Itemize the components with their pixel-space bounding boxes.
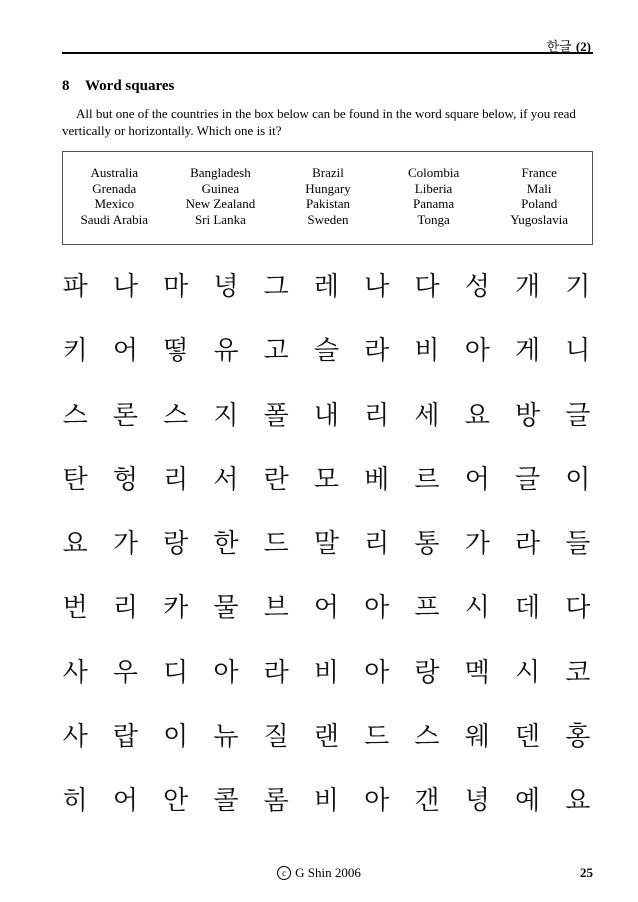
grid-row (50, 584, 603, 648)
copyright-text: G Shin 2006 (295, 865, 361, 880)
grid-cell: 모 (313, 464, 340, 495)
grid-cell: 랍 (112, 722, 138, 753)
country-name: France (521, 165, 557, 180)
country-name: Pakistan (305, 196, 351, 211)
grid-cell: 라 (364, 336, 390, 367)
word-square-grid (50, 263, 603, 842)
grid-cell: 뉴 (213, 722, 239, 753)
header-title (547, 36, 591, 55)
grid-cell: 물 (213, 593, 239, 624)
grid-cell: 나 (364, 272, 390, 302)
grid-cell: 글 (514, 464, 541, 495)
section-heading (62, 78, 174, 95)
grid-cell: 통 (414, 529, 440, 560)
country-name: Bangladesh (190, 165, 251, 180)
grid-cell: 웨 (464, 722, 490, 753)
grid-cell: 떻 (163, 336, 189, 367)
grid-cell: 번 (62, 593, 88, 624)
grid-row (50, 392, 603, 456)
section-title: Word squares (85, 78, 175, 94)
grid-cell: 가 (464, 529, 490, 560)
grid-cell: 성 (464, 272, 490, 302)
grid-cell: 이 (565, 464, 591, 495)
grid-cell: 아 (213, 657, 239, 688)
grid-cell: 게 (514, 336, 541, 367)
grid-cell: 녕 (213, 272, 239, 302)
grid-cell: 어 (112, 786, 138, 817)
grid-cell: 녕 (464, 786, 490, 817)
country-column (63, 165, 166, 244)
country-name: Mali (526, 180, 552, 196)
grid-cell: 아 (364, 593, 390, 624)
country-column (166, 165, 276, 244)
grid-cell: 폴 (263, 400, 289, 431)
grid-cell: 아 (464, 336, 490, 367)
grid-cell: 콜 (213, 786, 239, 817)
grid-cell: 론 (112, 400, 138, 431)
grid-cell: 다 (565, 593, 591, 624)
grid-cell: 슬 (313, 336, 340, 367)
grid-cell: 라 (263, 657, 289, 688)
grid-cell: 우 (112, 657, 138, 688)
country-name: Saudi Arabia (80, 211, 149, 227)
country-name: Panama (413, 196, 455, 211)
grid-cell: 헝 (112, 464, 138, 495)
grid-row (50, 520, 603, 584)
grid-cell: 멕 (464, 657, 490, 688)
grid-cell: 요 (565, 786, 591, 817)
country-name: Sweden (307, 211, 349, 227)
grid-cell: 안 (163, 786, 189, 817)
grid-cell: 고 (263, 336, 289, 367)
grid-cell: 비 (313, 786, 340, 817)
grid-cell: 파 (62, 272, 88, 302)
grid-cell: 데 (514, 593, 541, 624)
grid-cell: 스 (163, 400, 189, 431)
grid-cell: 히 (62, 786, 88, 817)
section-number: 8 (62, 78, 70, 94)
grid-cell: 개 (514, 272, 541, 302)
grid-cell: 말 (313, 529, 340, 560)
grid-cell: 사 (62, 657, 88, 688)
instructions-text: All but one of the countries in the box below can be found in the word square below, if you read vertically or horizontally. Which one is it? (62, 106, 576, 138)
country-name: Colombia (407, 165, 460, 180)
footer-copyright (0, 865, 638, 881)
grid-cell: 디 (163, 657, 189, 688)
grid-cell: 랑 (414, 657, 440, 688)
grid-cell: 리 (364, 400, 390, 431)
grid-row (50, 649, 603, 713)
grid-cell: 르 (414, 464, 440, 495)
country-name: Sri Lanka (194, 211, 246, 227)
grid-cell: 갠 (414, 786, 440, 817)
grid-cell: 글 (565, 400, 591, 431)
grid-cell: 한 (213, 529, 239, 560)
country-name: Guinea (201, 180, 240, 196)
grid-row (50, 713, 603, 777)
grid-cell: 브 (263, 593, 289, 624)
country-column (486, 165, 592, 244)
grid-cell: 다 (414, 272, 440, 302)
grid-cell: 요 (62, 529, 88, 560)
grid-cell: 비 (313, 657, 340, 688)
grid-cell: 리 (364, 529, 390, 560)
country-box (62, 151, 593, 245)
grid-cell: 이 (163, 722, 189, 753)
grid-row (50, 777, 603, 841)
grid-cell: 마 (163, 272, 189, 302)
page-header (62, 30, 593, 54)
header-title-suffix: (2) (575, 39, 591, 54)
grid-cell: 탄 (62, 464, 88, 495)
grid-row (50, 263, 603, 327)
grid-cell: 키 (62, 336, 88, 367)
country-name: New Zealand (185, 196, 256, 211)
grid-cell: 요 (464, 400, 490, 431)
grid-cell: 홍 (565, 722, 591, 753)
country-name: Tonga (417, 211, 450, 227)
grid-cell: 스 (414, 722, 440, 753)
grid-cell: 질 (263, 722, 289, 753)
page-number: 25 (580, 865, 593, 880)
grid-cell: 랜 (313, 722, 340, 753)
grid-cell: 레 (313, 272, 340, 302)
grid-cell: 유 (213, 336, 239, 367)
country-name: Hungary (305, 180, 351, 196)
grid-cell: 드 (263, 529, 289, 560)
grid-cell: 예 (514, 786, 541, 817)
grid-row (50, 456, 603, 520)
grid-cell: 시 (464, 593, 490, 624)
grid-cell: 기 (565, 272, 591, 302)
country-name: Liberia (414, 180, 453, 196)
grid-cell: 아 (364, 786, 390, 817)
grid-cell: 란 (263, 464, 289, 495)
header-title-korean: 한글 (546, 40, 572, 55)
grid-cell: 들 (565, 529, 591, 560)
grid-cell: 덴 (514, 722, 541, 753)
grid-cell: 어 (112, 336, 138, 367)
grid-cell: 내 (313, 400, 340, 431)
grid-cell: 스 (62, 400, 88, 431)
grid-cell: 방 (514, 400, 541, 431)
grid-cell: 카 (163, 593, 189, 624)
grid-cell: 서 (213, 464, 239, 495)
grid-cell: 니 (565, 336, 591, 367)
country-name: Yugoslavia (510, 211, 569, 227)
country-name: Mexico (94, 196, 135, 211)
grid-cell: 리 (112, 593, 138, 624)
country-column (381, 165, 487, 244)
grid-cell: 프 (414, 593, 440, 624)
country-name: Brazil (312, 165, 344, 180)
grid-cell: 리 (163, 464, 189, 495)
grid-cell: 비 (414, 336, 440, 367)
grid-cell: 사 (62, 722, 88, 753)
grid-cell: 코 (565, 657, 591, 688)
grid-cell: 지 (213, 400, 239, 431)
grid-cell: 어 (313, 593, 340, 624)
grid-cell: 어 (464, 464, 490, 495)
grid-cell: 시 (514, 657, 541, 688)
country-name: Grenada (92, 180, 137, 196)
country-name: Poland (521, 196, 558, 211)
grid-row (50, 327, 603, 391)
country-column (275, 165, 381, 244)
grid-cell: 세 (414, 400, 440, 431)
grid-cell: 랑 (163, 529, 189, 560)
grid-cell: 라 (514, 529, 541, 560)
country-name: Australia (90, 165, 139, 180)
grid-cell: 롬 (263, 786, 289, 817)
grid-cell: 가 (112, 529, 138, 560)
copyright-icon: c (277, 866, 291, 880)
grid-cell: 아 (364, 657, 390, 688)
grid-cell: 그 (263, 272, 289, 302)
grid-cell: 베 (364, 464, 390, 495)
grid-cell: 드 (364, 722, 390, 753)
grid-cell: 나 (112, 272, 138, 302)
